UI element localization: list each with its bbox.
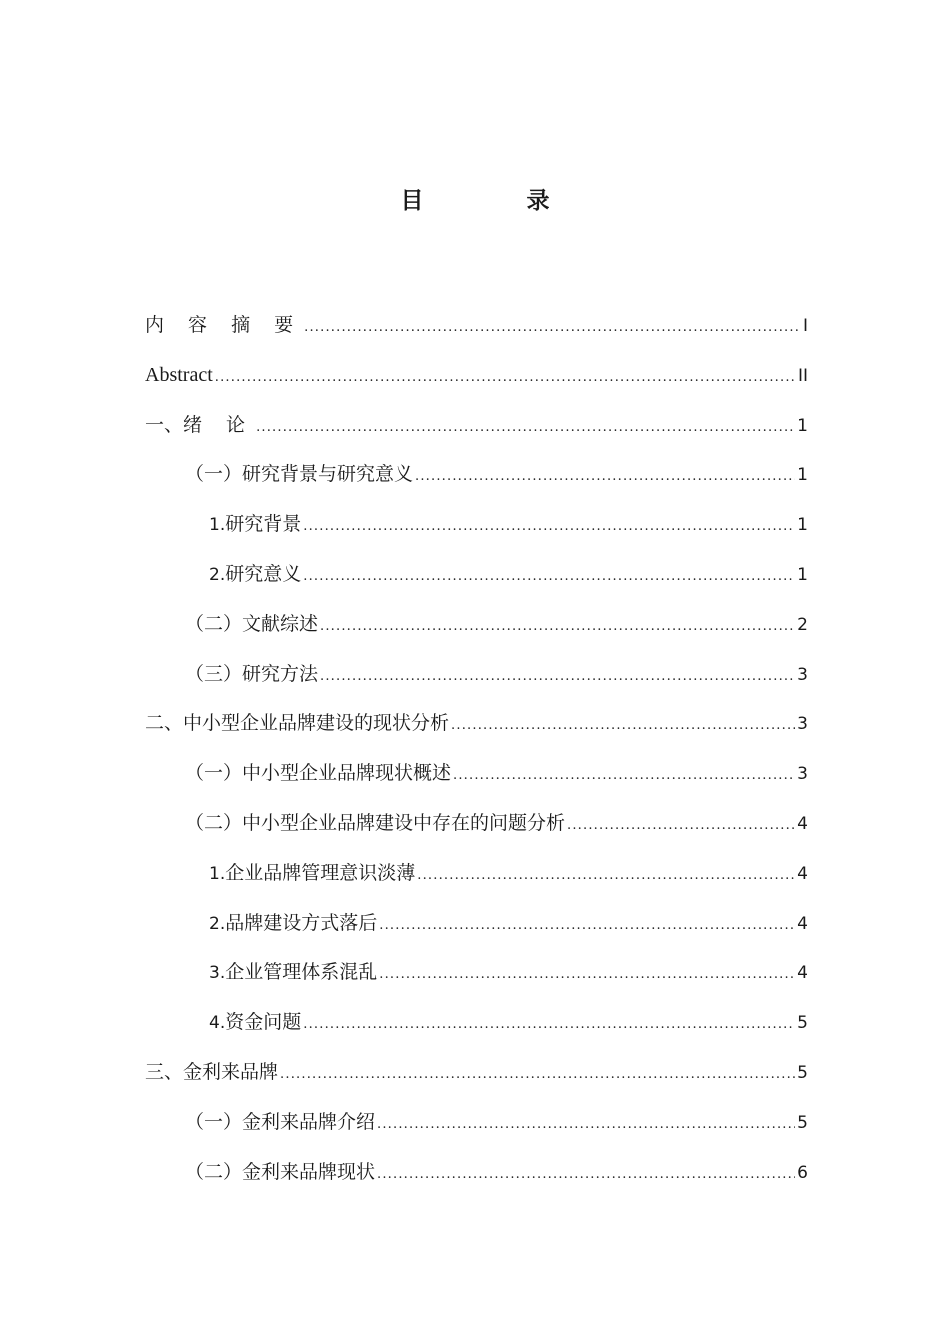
toc-page-number: 1 [797, 564, 808, 585]
dot-leader [320, 610, 795, 644]
toc-page-number: II [797, 365, 808, 386]
toc-entry-text: 绪 论 [183, 413, 255, 436]
toc-page-number: I [802, 316, 808, 336]
toc-entry-text: 企业管理体系混乱 [225, 961, 378, 984]
toc-entry-text: 企业品牌管理意识淡薄 [225, 861, 416, 884]
dot-leader [377, 1108, 795, 1142]
toc-entry-section-1-3[interactable] [145, 657, 808, 707]
toc-page-number: 5 [797, 1062, 808, 1083]
toc-entry-text: （二）金利来品牌现状 [185, 1160, 376, 1183]
toc-page-number: 5 [797, 1112, 808, 1133]
toc-entry-text: 研究背景 [225, 513, 302, 536]
toc-entry-number: 二、 [145, 712, 184, 735]
toc-page-number: 3 [797, 764, 808, 785]
toc-entry-section-3-1[interactable] [145, 1105, 808, 1155]
toc-entry-text: （二）文献综述 [185, 612, 319, 635]
toc-entry-item-2-2-3[interactable] [145, 955, 808, 1005]
dot-leader [415, 460, 795, 494]
toc-entry-text: （一）中小型企业品牌现状概述 [185, 762, 452, 785]
toc-entry-number: 3. [209, 963, 226, 984]
toc-entry-text: （一）金利来品牌介绍 [185, 1110, 376, 1133]
toc-entry-number: 2. [209, 564, 226, 585]
toc-entry-section-2-1[interactable] [145, 756, 808, 806]
toc-entry-section-1-1[interactable] [145, 457, 808, 507]
dot-leader [377, 1158, 795, 1192]
dot-leader [215, 361, 796, 395]
toc-entry-number: 三、 [145, 1060, 184, 1083]
dot-leader [379, 958, 795, 992]
toc-entry-item-1-1-2[interactable] [145, 557, 808, 607]
toc-page-number: 2 [797, 614, 808, 635]
toc-entry-number: 2. [209, 913, 226, 934]
dot-leader [417, 859, 795, 893]
dot-leader [303, 1008, 795, 1042]
toc-entry-number: 4. [209, 1013, 226, 1034]
dot-leader [256, 411, 795, 445]
toc-entry-chapter-3[interactable] [145, 1055, 808, 1105]
dot-leader [304, 311, 801, 345]
toc-entry-text: 内 容 摘 要 [145, 314, 303, 336]
dot-leader [453, 759, 795, 793]
toc-page-number: 3 [797, 714, 808, 735]
toc-entry-number: 1. [209, 863, 226, 884]
dot-leader [303, 560, 795, 594]
toc-entry-text: （一）研究背景与研究意义 [185, 463, 414, 486]
dot-leader [379, 909, 795, 943]
toc-entry-section-1-2[interactable] [145, 607, 808, 657]
toc-entry-chapter-2[interactable] [145, 706, 808, 756]
toc-entry-section-3-2[interactable] [145, 1155, 808, 1205]
toc-title: 目 录 [400, 188, 590, 214]
toc-entry-item-2-2-1[interactable] [145, 856, 808, 906]
toc-entry-text: Abstract [145, 363, 213, 386]
dot-leader [320, 660, 795, 694]
toc-page-number: 4 [797, 913, 808, 934]
toc-entry-abstract-en[interactable] [145, 358, 808, 408]
toc-page-number: 4 [797, 863, 808, 884]
toc-entry-number: 1. [209, 515, 226, 536]
toc-page-number: 4 [797, 813, 808, 834]
toc-page-number: 1 [797, 465, 808, 486]
toc-entry-abstract-cn[interactable] [145, 308, 808, 358]
toc-page-number: 5 [797, 1013, 808, 1034]
toc-entry-text: 研究意义 [225, 562, 302, 585]
toc-page-number: 6 [797, 1162, 808, 1183]
toc-entry-item-1-1-1[interactable] [145, 507, 808, 557]
dot-leader [567, 809, 795, 843]
toc-list [145, 308, 808, 1204]
dot-leader [280, 1058, 795, 1092]
toc-entry-text: 资金问题 [225, 1011, 302, 1034]
toc-page-number: 1 [797, 515, 808, 536]
toc-entry-chapter-1[interactable] [145, 408, 808, 458]
toc-entry-item-2-2-4[interactable] [145, 1005, 808, 1055]
dot-leader [451, 709, 795, 743]
dot-leader [303, 510, 795, 544]
toc-page-number: 1 [797, 415, 808, 436]
toc-entry-section-2-2[interactable] [145, 806, 808, 856]
toc-entry-text: 中小型企业品牌建设的现状分析 [183, 712, 450, 735]
toc-entry-number: 一、 [145, 413, 184, 436]
toc-page-number: 3 [797, 664, 808, 685]
toc-entry-item-2-2-2[interactable] [145, 906, 808, 956]
toc-entry-text: （三）研究方法 [185, 662, 319, 685]
toc-entry-text: （二）中小型企业品牌建设中存在的问题分析 [185, 811, 566, 834]
toc-page-number: 4 [797, 963, 808, 984]
toc-entry-text: 金利来品牌 [183, 1060, 279, 1083]
toc-entry-text: 品牌建设方式落后 [225, 911, 378, 934]
